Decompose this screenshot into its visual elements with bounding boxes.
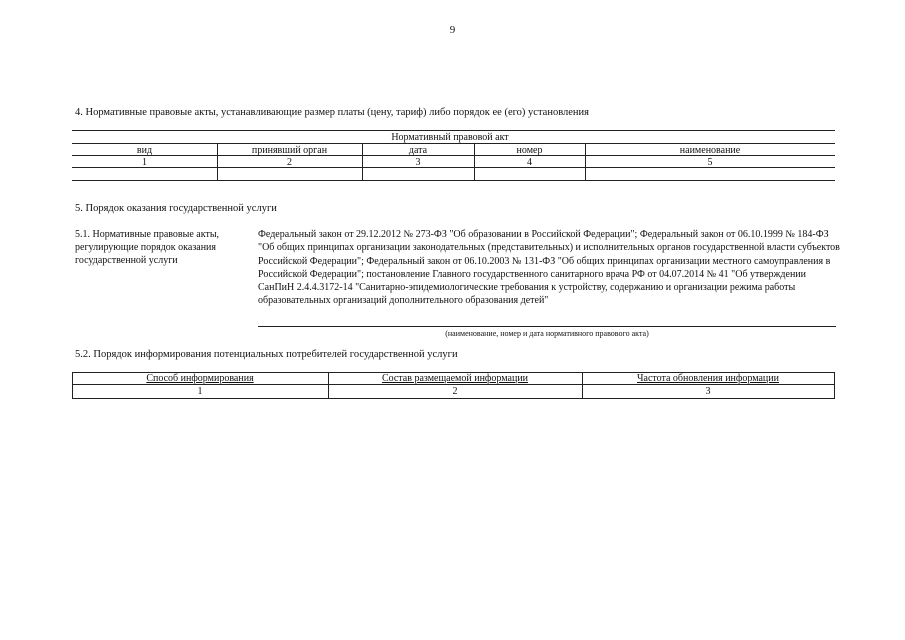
subsection-5-2-title: 5.2. Порядок информирования потенциальных потребителей государственной услуги (75, 349, 458, 360)
table-rule (72, 398, 835, 399)
table-rule (72, 143, 835, 144)
page-number: 9 (449, 24, 456, 36)
column-number: 5 (707, 157, 713, 168)
table-rule (72, 384, 835, 385)
column-header: Частота обновления информации (637, 373, 779, 384)
column-number: 3 (705, 386, 711, 397)
column-header: номер (516, 145, 543, 156)
column-header: Способ информирования (146, 373, 254, 384)
column-number: 4 (527, 157, 532, 168)
table-rule (72, 130, 835, 131)
column-number: 1 (197, 386, 203, 397)
column-number: 2 (452, 386, 458, 397)
regulatory-acts-caption: (наименование, номер и дата нормативного правового акта) (445, 329, 649, 338)
column-number: 1 (142, 157, 147, 168)
table-group-header: Нормативный правовой акт (391, 132, 509, 143)
table-rule (72, 180, 835, 181)
column-header: дата (408, 145, 428, 156)
regulatory-acts-text: Федеральный закон от 29.12.2012 № 273-ФЗ "Об образовании в Российской Федерации"; Федеральный закон от 06.10.1999 № 184-ФЗ "Об общих принципах организации законодательных (представительных) и исполнительных органов государственной власти субъектов Российской Федерации"; Федеральный закон от 06.10.2003 № 131-ФЗ "Об общих принципах организации местного самоуправления в Российской Федерации"; постановление Главного государственного санитарного врача РФ от 04.07.2014 № 41 "Об утверждении СанПиН 2.4.4.3172-14 "Санитарно-эпидемиологические требования к устройству, содержанию и организации режима работы образовательных организаций дополнительного образования детей" (258, 229, 840, 307)
table-border (834, 372, 835, 399)
section-4-title: 4. Нормативные правовые акты, устанавливающие размер платы (цену, тариф) либо порядок ее (его) установления (75, 107, 589, 118)
column-number: 2 (287, 157, 292, 168)
column-header: вид (136, 145, 153, 156)
section-5-title: 5. Порядок оказания государственной услуги (75, 203, 277, 214)
column-header: принявший орган (251, 145, 328, 156)
column-header: наименование (679, 145, 741, 156)
column-number: 3 (415, 157, 421, 168)
column-header: Состав размещаемой информации (381, 373, 529, 384)
underline-rule (258, 326, 836, 327)
subsection-5-1-label: 5.1. Нормативные правовые акты, регулирующие порядок оказания государственной услуги (75, 229, 220, 266)
